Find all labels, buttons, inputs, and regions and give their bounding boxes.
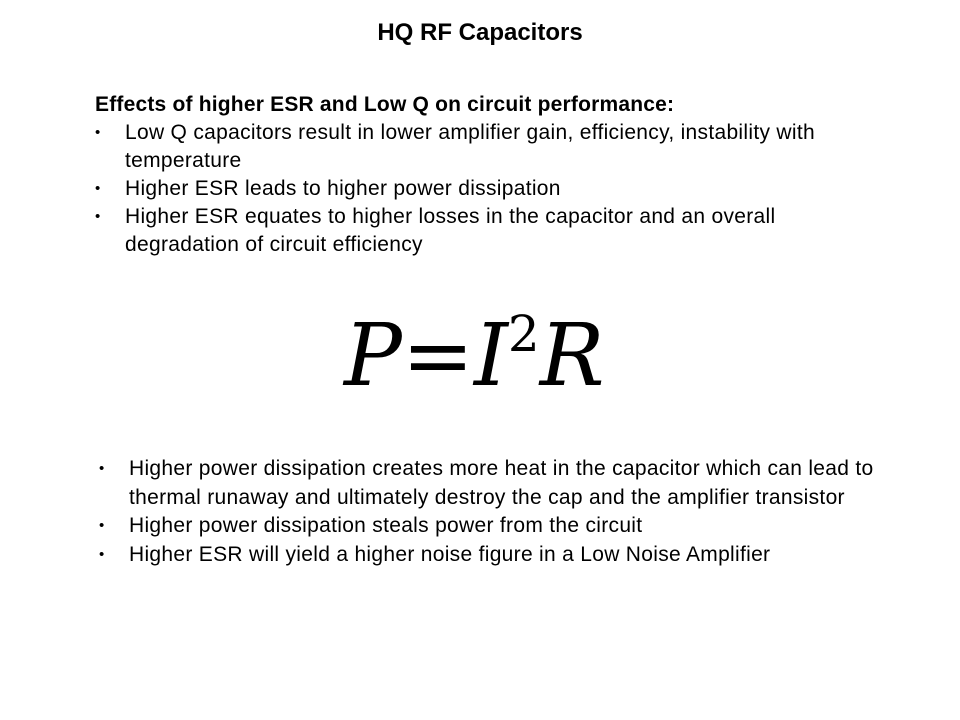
top-section <box>95 91 895 259</box>
bullet-text: Higher power dissipation steals power from the circuit <box>129 514 643 537</box>
list-item <box>95 119 895 175</box>
list-item <box>99 541 899 570</box>
list-item <box>95 175 895 203</box>
equation-equals: = <box>401 306 474 406</box>
section-heading: Effects of higher ESR and Low Q on circuit performance: <box>95 93 675 116</box>
bullet-icon: • <box>95 124 101 141</box>
list-item <box>99 512 899 541</box>
equation-current: I <box>473 306 508 406</box>
bullet-text: Low Q capacitors result in lower amplifier gain, efficiency, instability with temperature <box>125 121 815 172</box>
bullet-icon: • <box>99 517 105 534</box>
power-equation <box>344 306 606 406</box>
equation-lhs: P <box>344 306 402 406</box>
bullet-icon: • <box>99 460 105 477</box>
bullet-icon: • <box>95 180 101 197</box>
equation-exponent: 2 <box>507 305 540 363</box>
list-item <box>95 203 895 259</box>
bullet-icon: • <box>99 545 105 563</box>
slide-title: HQ RF Capacitors <box>377 19 583 46</box>
bullet-text: Higher ESR leads to higher power dissipation <box>125 177 561 200</box>
equation-resistance: R <box>539 306 605 406</box>
list-item <box>99 455 899 512</box>
bullet-text: Higher ESR equates to higher losses in the capacitor and an overall degradation of circuit efficiency <box>125 205 776 256</box>
bottom-section <box>99 455 899 569</box>
bullet-icon: • <box>95 208 101 225</box>
top-bullet-list <box>95 119 895 259</box>
bullet-text: Higher power dissipation creates more heat in the capacitor which can lead to thermal runaway and ultimately destroy the cap and the amplifier transistor <box>129 457 874 509</box>
bottom-bullet-list <box>99 455 899 569</box>
bullet-text: Higher ESR will yield a higher noise figure in a Low Noise Amplifier <box>129 542 771 566</box>
